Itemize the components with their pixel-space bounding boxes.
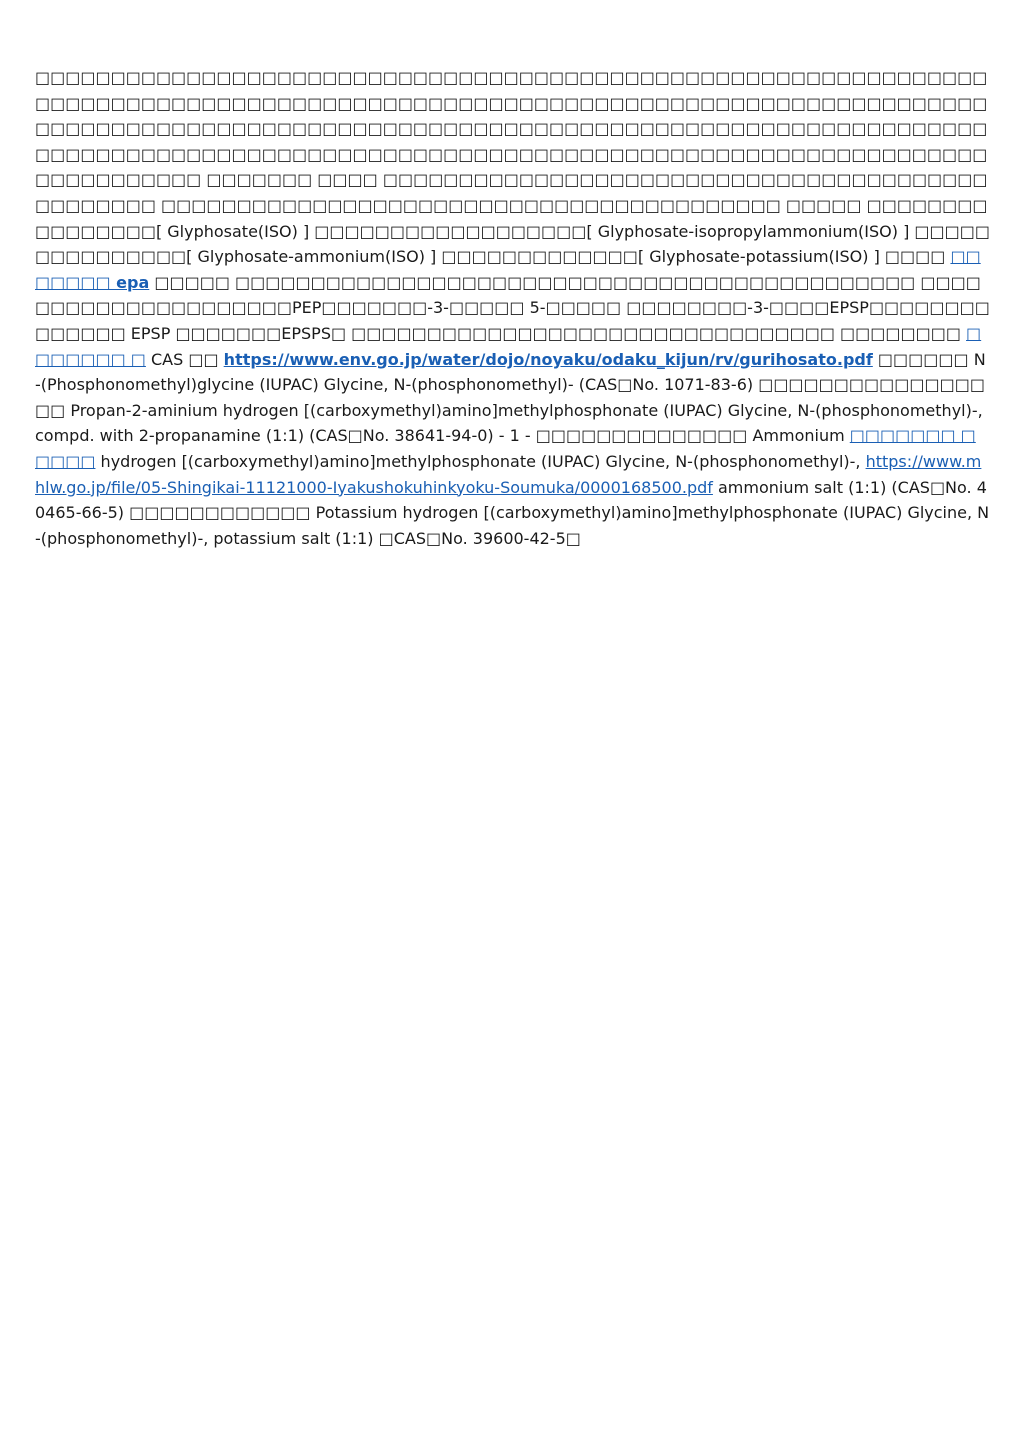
reference-link[interactable]: □□□□□□□ □	[35, 323, 982, 369]
epa-link[interactable]: □□□□□□□ epa	[35, 247, 981, 292]
ammonium-reference-link[interactable]: □□□□□□□ □□□□□	[35, 426, 976, 471]
text-segment: hydrogen [(carboxymethyl)amino]methylphosphonate (IUPAC) Glycine, N-(phosphonomethyl)-,	[95, 451, 866, 471]
document-body	[35, 65, 990, 551]
mhlw-go-jp-pdf-link[interactable]: https://www.mhlw.go.jp/file/05-Shingikai-11121000-Iyakushokuhinkyoku-Soumuka/0000168500.pdf	[35, 451, 982, 497]
text-segment: □□□□□ □□□□□□□□□□□□□□□□□□□□□□□□□□□□□□□□□□□□□□□□□□□□□ □□□□□□□□□□□□□□□□□□□□□PEP□□□□□□□-3-□□□□□ 5-□□□□□ □□□□□□□□-3-□□□□EPSP□□□□□□□□□□□□□□ EPSP □□□□□□□EPSPS□ □□□□□□□□□□□□□□□□□□□□□□□□□□□□□□□□ □□□□□□□□	[35, 272, 990, 343]
text-segment: □□□□□□□□□□□□□□□□□□□□□□□□□□□□□□□□□□□□□□□□□□□□□□□□□□□□□□□□□□□□□□□□□□□□□□□□□□□□□□□□□□□□□□□□□□□□□□□□□□□□□□□□□□□□□□□□□□□□□□□□□□□□□□□□□□□□□□□□□□□□□□□□□□□□□□□□□□□□□□□□□□□□□□□□□□□□□□□□□□□□□□□□□□□□□□□□□□□□□□□□□□□□□□□□□□□□□□□□□□□□□□□□□□□□□□□□□□□□□□□□□□□□□□□□□□□□□□□□□□□□□□□ □□□□□□□ □□□□ □□□□□□□□□□□□□□□□□□□□□□□□□□□□□□□□□□□□□□□□□□□□□□□□ □□□□□□□□□□□□□□□□□□□□□□□□□□□□□□□□□□□□□□□□□ □□□□□ □□□□□□□□□□□□□□□□[ Glyphosate(ISO) ] □□□□□□□□□□□□□□□□□□[ Glyphosate-isopropylammonium(ISO) ] □□□□□□□□□□□□□□□[ Glyphosate-ammonium(ISO) ] □□□□□□□□□□□□□[ Glyphosate-potassium(ISO) ] □□□□	[35, 68, 990, 267]
text-segment: CAS □□	[145, 349, 224, 369]
text-segment: □□□□□□ N-(Phosphonomethyl)glycine (IUPAC) Glycine, N-(phosphonomethyl)- (CAS□No. 1071-83-6) □□□□□□□□□□□□□□□□□ Propan-2-aminium hydrogen [(carboxymethyl)amino]methylphosphonate (IUPAC) Glycine, N-(phosphonomethyl)-, compd. with 2-propanamine (1:1) (CAS□No. 38641-94-0) - 1 - □□□□□□□□□□□□□□ Ammonium	[35, 349, 986, 446]
text-segment: ammonium salt (1:1) (CAS□No. 40465-66-5) □□□□□□□□□□□□ Potassium hydrogen [(carboxymethyl)amino]methylphosphonate (IUPAC) Glycine, N-(phosphonomethyl)-, potassium salt (1:1) □CAS□No. 39600-42-5□	[35, 477, 990, 548]
env-go-jp-pdf-link[interactable]: https://www.env.go.jp/water/dojo/noyaku/odaku_kijun/rv/gurihosato.pdf	[223, 349, 873, 369]
